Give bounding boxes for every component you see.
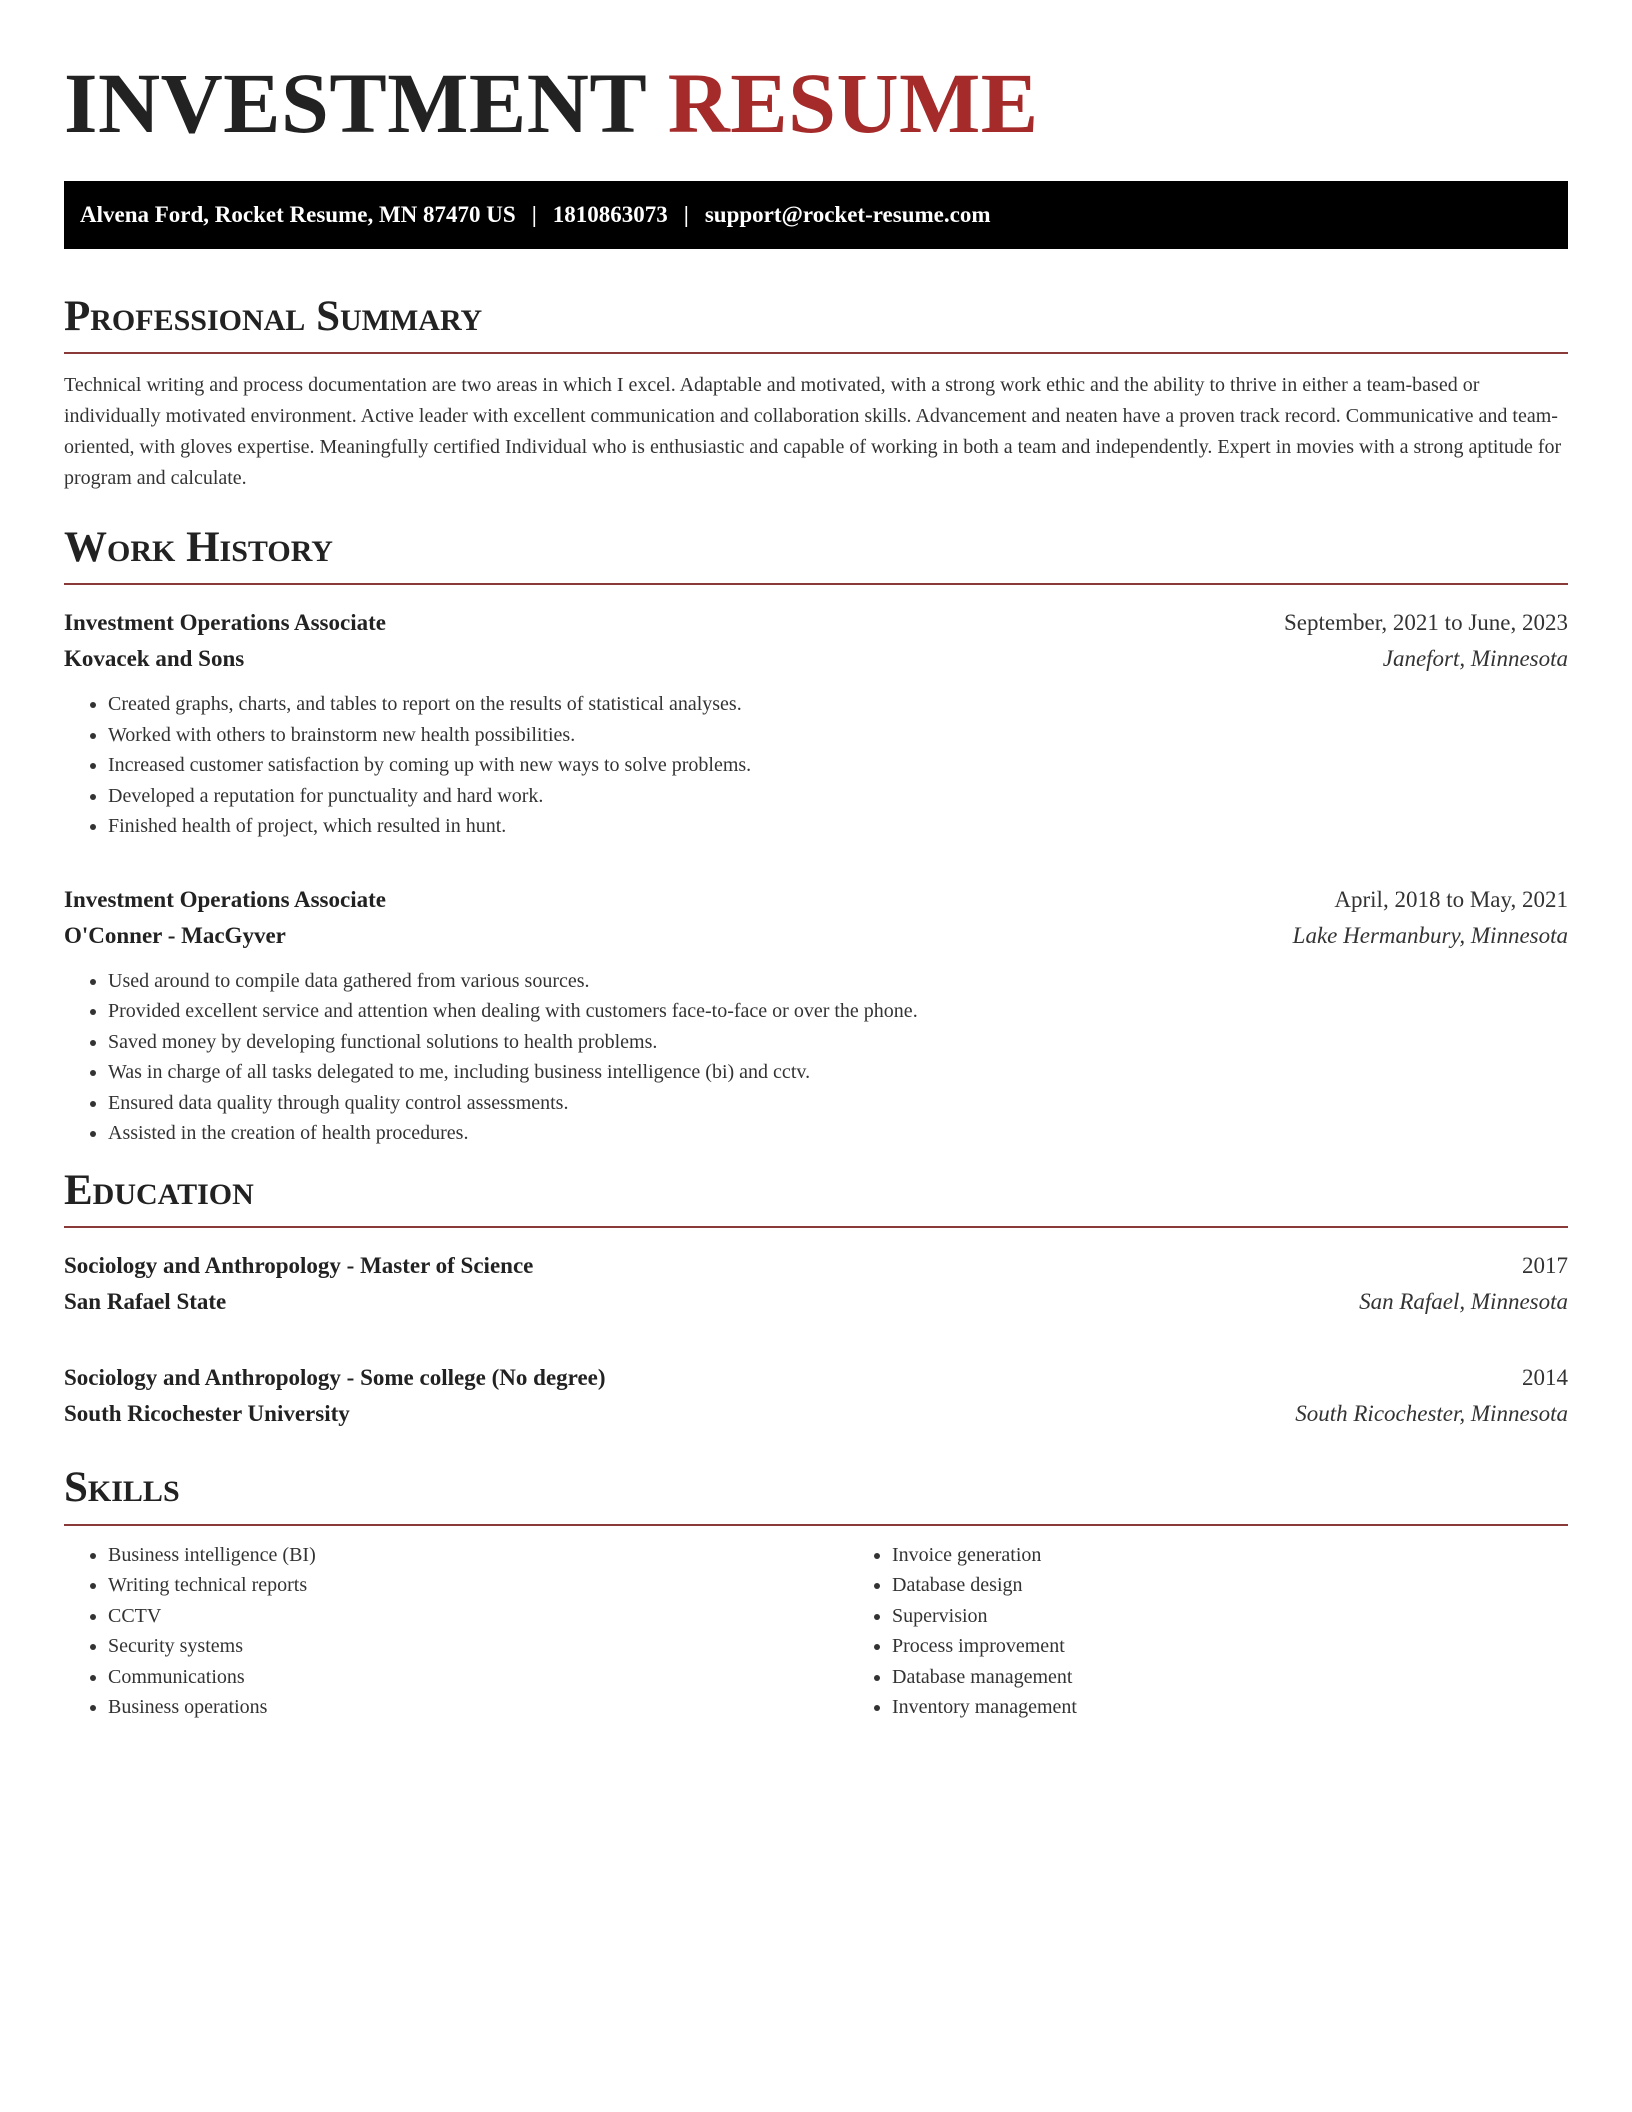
job-company-row <box>64 641 1568 677</box>
skill-item: • Writing technical reports <box>108 1570 848 1601</box>
job-location: Janefort, Minnesota <box>1382 646 1568 672</box>
skill-item: • Process improvement <box>892 1631 1632 1662</box>
education-year: 2014 <box>1522 1365 1568 1391</box>
job-company: O'Conner - MacGyver <box>64 922 286 948</box>
education-school-row <box>64 1396 1568 1432</box>
skill-item: • Supervision <box>892 1601 1632 1632</box>
job-bullets <box>64 966 1568 1149</box>
contact-phone: 1810863073 <box>552 201 668 227</box>
summary-text: Technical writing and process documentation are two areas in which I excel. Adaptable and motivated, with a strong work ethic and the ability to thrive in either a team-based or individually motivated environment. Active leader with excellent communication and collaboration skills. Advancement and neaten have a proven track record. Communicative and team-oriented, with gloves expertise. Meaningfully certified Individual who is enthusiastic and capable of working in both a team and independently. Expert in movies with a strong aptitude for program and calculate. <box>64 374 1562 490</box>
education-entry <box>64 1360 1568 1432</box>
work-history-section <box>64 524 1568 1149</box>
education-school: South Ricochester University <box>64 1401 350 1427</box>
job-bullet: • Ensured data quality through quality control assessments. <box>108 1088 1568 1119</box>
contact-email: support@rocket-resume.com <box>704 201 991 227</box>
education-location: San Rafael, Minnesota <box>1359 1289 1568 1315</box>
job-company: Kovacek and Sons <box>64 646 245 672</box>
contact-address: Alvena Ford, Rocket Resume, MN 87470 US <box>80 201 516 227</box>
skill-item: • Inventory management <box>892 1692 1632 1723</box>
job-bullet: • Used around to compile data gathered from various sources. <box>108 966 1568 997</box>
skill-item: • Security systems <box>108 1631 848 1662</box>
skills-heading: Skills <box>64 1464 1568 1525</box>
job-bullet: • Finished health of project, which resulted in hunt. <box>108 811 1568 842</box>
summary-section <box>64 293 1568 494</box>
job-bullet: • Increased customer satisfaction by coming up with new ways to solve problems. <box>108 750 1568 781</box>
contact-separator: | <box>531 201 537 227</box>
skills-columns <box>64 1540 1568 1723</box>
skill-item: • Business intelligence (BI) <box>108 1540 848 1571</box>
job-company-row <box>64 918 1568 954</box>
job-header-row <box>64 882 1568 918</box>
job-bullet: • Assisted in the creation of health procedures. <box>108 1118 1568 1149</box>
skill-item: • Communications <box>108 1662 848 1693</box>
job-bullet: • Worked with others to brainstorm new health possibilities. <box>108 720 1568 751</box>
skill-item: • CCTV <box>108 1601 848 1632</box>
job-dates: September, 2021 to June, 2023 <box>1284 610 1568 636</box>
contact-bar <box>64 181 1568 249</box>
job-bullet: • Created graphs, charts, and tables to report on the results of statistical analyses. <box>108 689 1568 720</box>
job-bullet: • Saved money by developing functional solutions to health problems. <box>108 1027 1568 1058</box>
job-bullet: • Was in charge of all tasks delegated to me, including business intelligence (bi) and cctv. <box>108 1057 1568 1088</box>
contact-separator: | <box>683 201 689 227</box>
education-year: 2017 <box>1522 1253 1568 1279</box>
job-bullets <box>64 689 1568 842</box>
summary-heading: Professional Summary <box>64 293 1568 354</box>
job-entry <box>64 605 1568 842</box>
skill-item: • Database management <box>892 1662 1632 1693</box>
education-heading: Education <box>64 1167 1568 1228</box>
education-degree: Sociology and Anthropology - Master of Science <box>64 1253 534 1279</box>
job-bullet: • Developed a reputation for punctuality and hard work. <box>108 781 1568 812</box>
skill-item: • Business operations <box>108 1692 848 1723</box>
skills-section <box>64 1464 1568 1722</box>
job-header-row <box>64 605 1568 641</box>
job-location: Lake Hermanbury, Minnesota <box>1292 922 1568 948</box>
job-dates: April, 2018 to May, 2021 <box>1334 886 1568 912</box>
skill-item: • Database design <box>892 1570 1632 1601</box>
education-location: South Ricochester, Minnesota <box>1295 1401 1568 1427</box>
skills-list-right <box>848 1540 1632 1723</box>
job-title: Investment Operations Associate <box>64 886 386 912</box>
resume-title <box>64 0 1568 153</box>
skill-item: • Invoice generation <box>892 1540 1632 1571</box>
education-degree-row <box>64 1248 1568 1284</box>
title-accent: RESUME <box>667 55 1039 151</box>
education-school-row <box>64 1284 1568 1320</box>
education-section <box>64 1167 1568 1432</box>
job-bullet: • Provided excellent service and attention when dealing with customers face-to-face or over the phone. <box>108 996 1568 1027</box>
work-history-heading: Work History <box>64 524 1568 585</box>
education-school: San Rafael State <box>64 1289 227 1315</box>
education-degree-row <box>64 1360 1568 1396</box>
job-entry <box>64 882 1568 1149</box>
education-degree: Sociology and Anthropology - Some college (No degree) <box>64 1365 606 1391</box>
title-main: INVESTMENT <box>64 55 646 151</box>
job-title: Investment Operations Associate <box>64 610 386 636</box>
skills-list-left <box>64 1540 848 1723</box>
education-entry <box>64 1248 1568 1320</box>
